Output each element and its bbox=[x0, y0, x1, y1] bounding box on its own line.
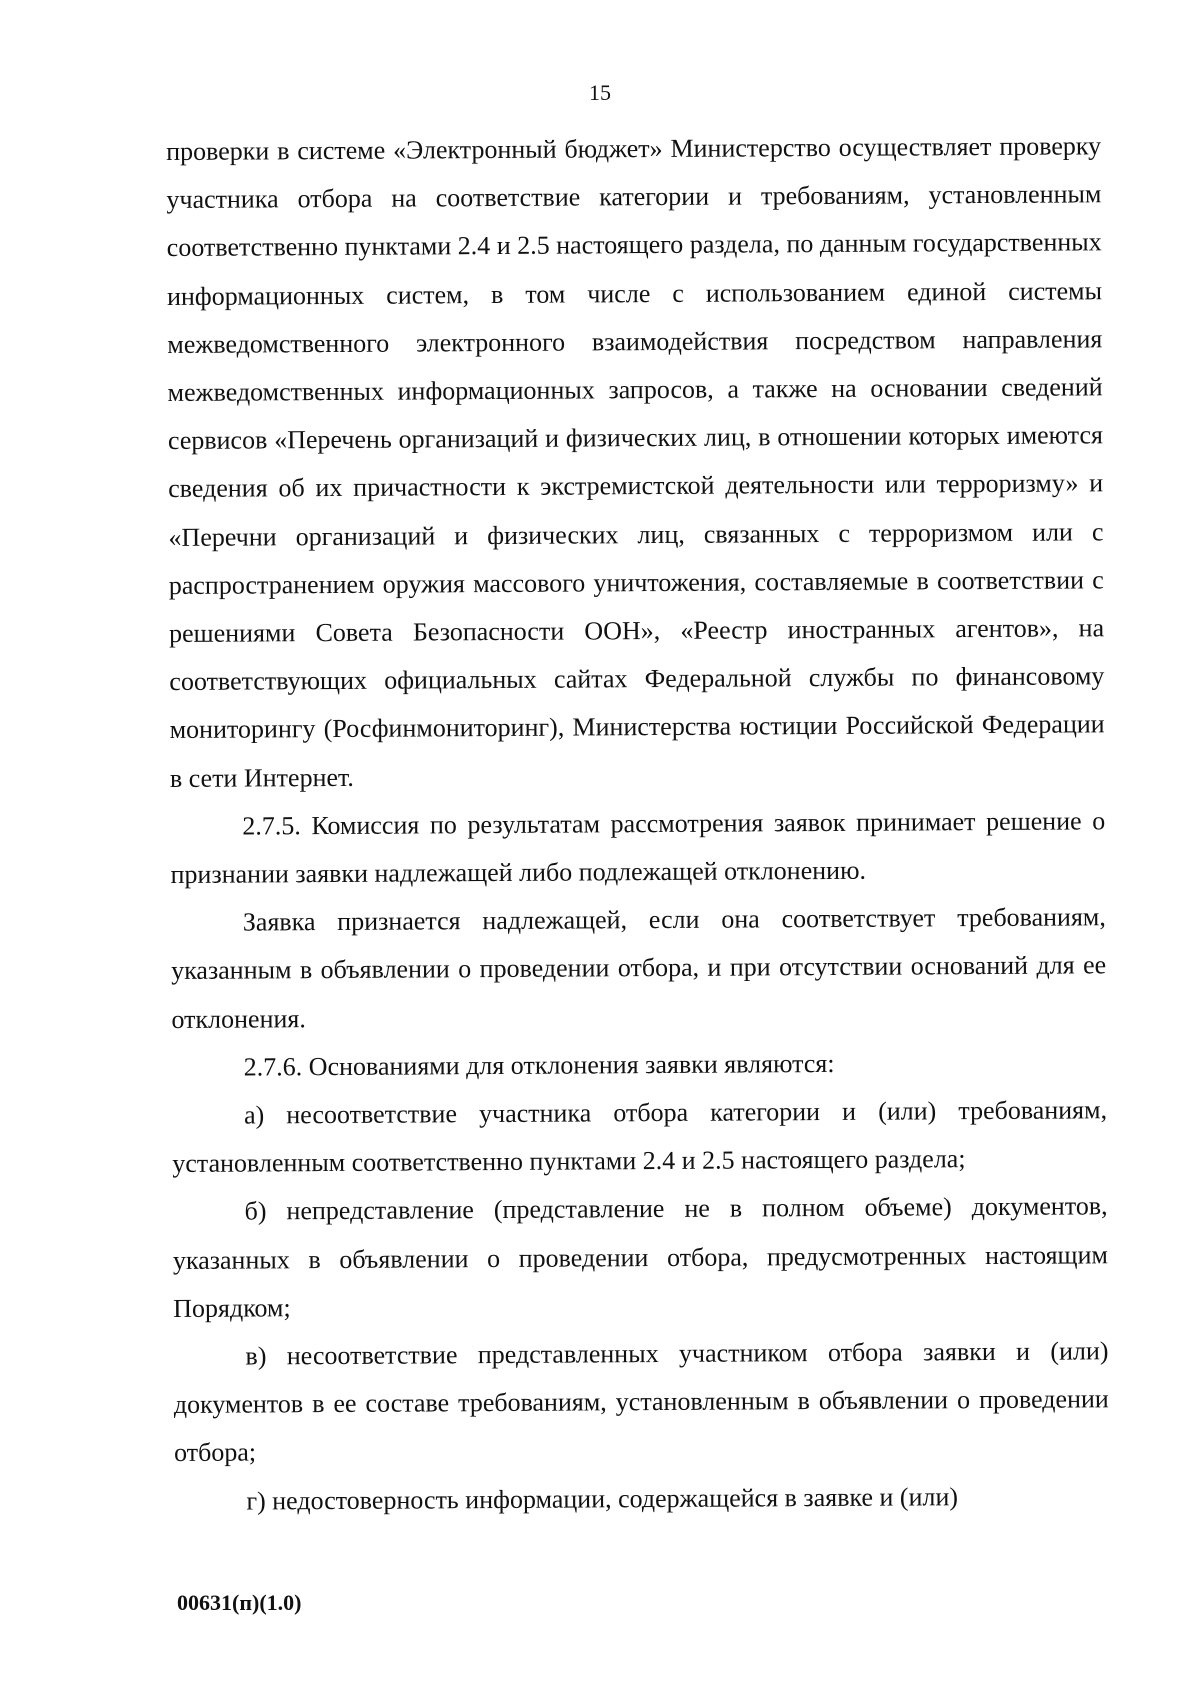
paragraph-2-7-5: 2.7.5. Комиссия по результатам рассмотрения заявок принимает решение о признании заявки надлежащей либо подлежащей отклонению. bbox=[170, 806, 1106, 890]
list-item-b: б) непредставление (представление не в полном объеме) документов, указанных в объявлении о проведении отбора, предусмотренных настоящим Порядком; bbox=[172, 1191, 1108, 1323]
paragraph-2-7-6: 2.7.6. Основаниями для отклонения заявки являются: bbox=[243, 1048, 835, 1082]
paragraph-application-proper: Заявка признается надлежащей, если она соответствует требованиям, указанным в объявлении о проведении отбора, и при отсутствии оснований для ее отклонения. bbox=[171, 902, 1107, 1034]
list-item-v: в) несоответствие представленных участником отбора заявки и (или) документов в ее составе требованиям, установленным в объявлении о проведении отбора; bbox=[173, 1336, 1109, 1468]
paragraph-continuation: проверки в системе «Электронный бюджет» Министерство осуществляет проверку участника отбора на соответствие категории и требованиям, установленным соответственно пунктами 2.4 и 2.5 настоящего раздела, по данным государственных информационных систем, в том числе с использованием единой системы межведомственного электронного взаимодействия посредством направления межведомственных информационных запросов, а также на основании сведений сервисов «Перечень организаций и физических лиц, в отношении которых имеются сведения об их причастности к экстремистской деятельности или терроризму» и «Перечни организаций и физических лиц, связанных с терроризмом или с распространением оружия массового уничтожения, составляемые в соответствии с решениями Совета Безопасности ООН», «Реестр иностранных агентов», на соответствующих официальных сайтах Федеральной службы по финансовому мониторингу (Росфинмониторинг), Министерства юстиции Российской Федерации в сети Интернет. bbox=[166, 131, 1105, 793]
document-code: 00631(п)(1.0) bbox=[177, 1590, 302, 1615]
document-body bbox=[166, 122, 1110, 1526]
list-item-g: г) недостоверность информации, содержащейся в заявке и (или) bbox=[246, 1481, 959, 1516]
list-item-a: а) несоответствие участника отбора категории и (или) требованиям, установленным соответственно пунктами 2.4 и 2.5 настоящего раздела; bbox=[172, 1095, 1108, 1179]
page-number: 15 bbox=[589, 80, 611, 105]
